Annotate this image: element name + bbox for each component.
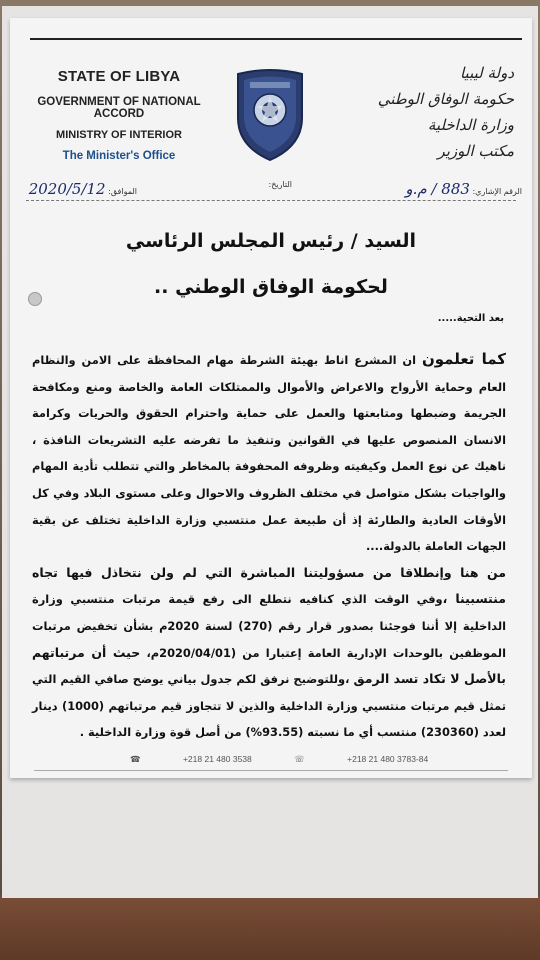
paragraph-2-emphasis: حيث أن مرتباتهم بالأصل لا تكاد تسد الرمق xyxy=(32,644,506,687)
punch-hole xyxy=(28,292,42,306)
footer-phones xyxy=(130,754,468,765)
state-name: STATE OF LIBYA xyxy=(57,68,181,85)
date-label: التاريخ: xyxy=(268,180,292,189)
reference-number xyxy=(405,180,522,198)
reference-label: الرقم الإشاري: xyxy=(472,187,522,196)
arabic-office-name: مكتب الوزير xyxy=(437,142,514,160)
arabic-government-name: حكومة الوفاق الوطني xyxy=(377,90,514,108)
fax-icon: ☏ xyxy=(294,754,305,764)
paragraph-2 xyxy=(32,560,506,746)
police-emblem-icon xyxy=(232,66,308,162)
footer-rule xyxy=(34,770,508,771)
footer-phone-1: +218 21 480 3538 xyxy=(182,754,252,764)
arabic-letterhead xyxy=(364,60,514,164)
phone-icon: ☎ xyxy=(130,754,141,764)
reference-value: 883 / م.و xyxy=(405,180,470,198)
paragraph-1-text: ان المشرع اناط بهيئة الشرطة مهام المحافظة على الامن والنظام العام وحماية الأرواح والاعراض والأموال والممتلكات العامة والخاصة ومنع ومكافحة الجريمة وضبطها ومتابعتها والعمل على حماية واحترام الحقوق والحريات وكرامة الانسان المنصوص عليها في القوانين وتنفيذ ما تفرضه عليه التشريعات النافذة ، ناهيك عن نوع العمل وكيفيته وظروفه المحفوفة بالمخاطر والتي تتطلب تأدية المهام والواجبات بشكل متواصل في مختلف الظروف والاحوال وعلى مستوى البلاد وفي كل الأوقات العادية والطارئة إذ أن طبيعة عمل منتسبي وزارة الداخلية تختلف عن بقية الجهات العاملة بالدولة.... xyxy=(32,353,506,554)
greeting: بعد التحية..... xyxy=(437,313,504,324)
paragraph-2-tail: ،وللتوضيح نرفق لكم جدول بياني يوضح صافي القيم التي تمثل قيم مرتبات منتسبي وزارة الداخلية والذين لا تتجاوز قيم مرتباتهم (1000) دينار لعدد (230360) منتسب أي ما نسبته (93.55%) من أصل قوة وزارة الداخلية . xyxy=(32,672,506,740)
paragraph-1 xyxy=(32,346,506,560)
corresponding-date xyxy=(29,180,137,198)
corresponding-value: 2020/5/12 xyxy=(28,180,106,198)
wooden-table xyxy=(0,895,540,960)
header-rule xyxy=(30,38,522,40)
footer-phone-2: +218 21 480 3783-84 xyxy=(347,754,429,764)
date-field xyxy=(269,180,292,189)
ministry-name: MINISTRY OF INTERIOR xyxy=(56,129,182,141)
office-name: The Minister's Office xyxy=(62,150,176,162)
addressee-title: السيد / رئيس المجلس الرئاسي xyxy=(125,230,417,252)
reference-dashline xyxy=(26,200,516,201)
paragraph-2-lead: من هنا وإنطلاقا من مسؤوليتنا المباشرة التي لم ولن نتخاذل فيها تجاه منتسبينا ، xyxy=(32,564,507,607)
government-name: GOVERNMENT OF NATIONAL ACCORD xyxy=(37,96,201,120)
corresponding-label: الموافق: xyxy=(108,187,137,196)
paragraph-2-text: وفي الوقت الذي كنافيه نتطلع الى رفع قيمة مرتبات منتسبي وزارة الداخلية إلا أننا فوجئنا بصدور قرار رقم (270) لسنة 2020م بشأن تخفيض مرتبات الموظفين بالوحدات الإدارية العامة إعتبارا من (2020/04/01م، xyxy=(32,592,506,660)
letter-body xyxy=(32,346,506,746)
arabic-state-name: دولة ليبيا xyxy=(459,64,514,82)
addressee-subtitle: لحكومة الوفاق الوطني .. xyxy=(154,276,388,298)
english-letterhead xyxy=(24,68,214,162)
arabic-ministry-name: وزارة الداخلية xyxy=(427,116,514,134)
paragraph-1-lead: كما تعلمون xyxy=(421,350,506,368)
letter-page xyxy=(10,18,532,778)
